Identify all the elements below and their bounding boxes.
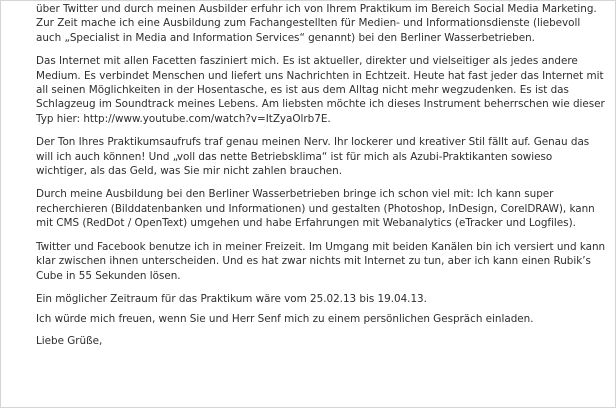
text-line: mit CMS (RedDot / OpenText) umgehen und habe Erfahrungen mit Webanalytics (eTracker und Logfiles).: [36, 217, 576, 230]
paragraph-timeframe: [36, 292, 608, 306]
text-line: will ich auch können! Und „voll das nette Betriebsklima“ ist für mich als Azubi-Praktikanten sowieso: [36, 150, 553, 163]
text-line: all seinen Möglichkeiten in der Hosentasche, es ist aus dem Alltag nicht mehr wegzudenken. Es ist das: [36, 84, 569, 97]
closing-greeting: [36, 334, 608, 348]
text-line: wichtiger, als das Geld, was Sie mir nicht zahlen brauchen.: [36, 165, 342, 178]
text-line: Typ hier: http://www.youtube.com/watch?v=ItZyaOlrb7E.: [36, 112, 331, 125]
paragraph-tone: [36, 135, 608, 178]
paragraph-skills: [36, 187, 608, 230]
text-line: Schlagzeug im Soundtrack meines Lebens. Am liebsten möchte ich dieses Instrument beherrschen wie dieser: [36, 98, 605, 111]
text-line: Liebe Grüße,: [36, 334, 103, 347]
text-line: Ich würde mich freuen, wenn Sie und Herr Senf mich zu einem persönlichen Gespräch einladen.: [36, 313, 534, 326]
paragraph-internet: [36, 54, 608, 126]
text-line: Cube in 55 Sekunden lösen.: [36, 269, 181, 282]
text-line: recherchieren (Bilddatenbanken und Informationen) und gestalten (Photoshop, InDesign, CorelDRAW), kann: [36, 202, 595, 215]
text-line: Ein möglicher Zeitraum für das Praktikum wäre vom 25.02.13 bis 19.04.13.: [36, 292, 427, 305]
text-line: Zur Zeit mache ich eine Ausbildung zum Fachangestellten für Medien- und Informationsdienste (liebevoll: [36, 17, 581, 30]
letter-body: [36, 2, 608, 348]
text-line: Durch meine Ausbildung bei den Berliner Wasserbetrieben bringe ich schon viel mit: Ich kann super: [36, 188, 554, 201]
text-line: über Twitter und durch meinen Ausbilder erfuhr ich von Ihrem Praktikum im Bereich Social Media Marketing.: [36, 3, 597, 15]
paragraph-social-media: [36, 240, 608, 283]
paragraph-invitation: [36, 312, 608, 326]
text-line: klar zwischen ihnen unterscheiden. Und es hat zwar nichts mit Internet zu tun, aber ich kann einen Rubik’s: [36, 255, 591, 268]
text-line: Twitter und Facebook benutze ich in meiner Freizeit. Im Umgang mit beiden Kanälen bin ich versiert und kann: [36, 240, 606, 253]
text-line: Das Internet mit allen Facetten fasziniert mich. Es ist aktueller, direkter und vielseitiger als jedes andere: [36, 55, 578, 68]
text-line: Medium. Es verbindet Menschen und liefert uns Nachrichten in Echtzeit. Heute hat fast jeder das Internet mit: [36, 69, 604, 82]
text-line: auch „Specialist in Media and Information Services“ genannt) bei den Berliner Wasserbetrieben.: [36, 31, 535, 44]
text-line: Der Ton Ihres Praktikumsaufrufs traf genau meinen Nerv. Ihr lockerer und kreativer Stil fällt auf. Genau das: [36, 136, 590, 149]
paragraph-intro: [36, 2, 608, 45]
